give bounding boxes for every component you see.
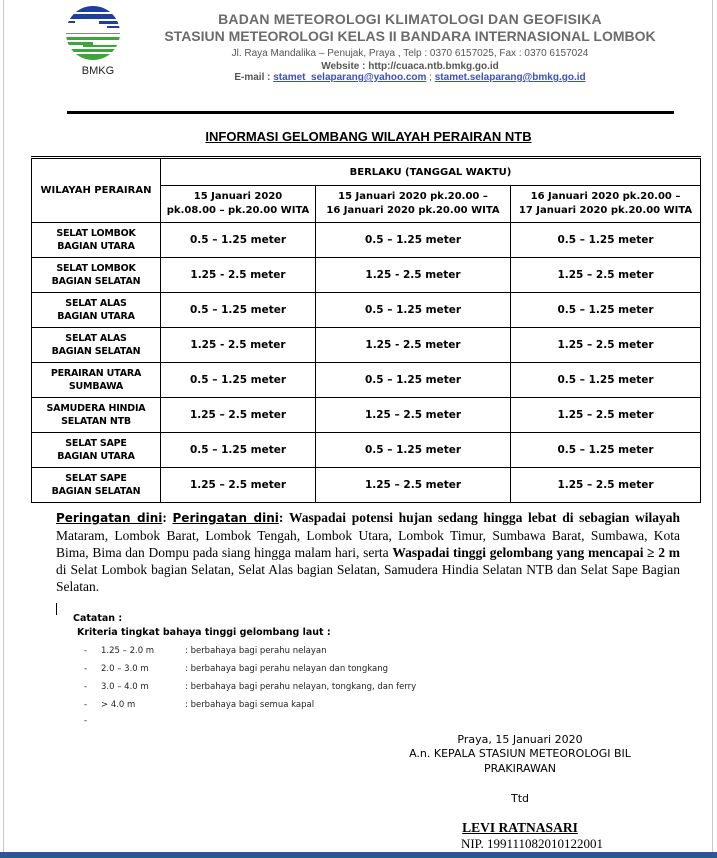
wave-info-table [31,156,701,503]
region-cell: SELAT LOMBOK BAGIAN SELATAN [32,258,161,293]
warning-label-repeat: Peringatan dini [172,511,279,525]
notes-subtitle: Kriteria tingkat bahaya tinggi gelombang laut : [77,627,331,638]
text-cursor [56,603,57,615]
warning-wave-text: Waspadai tinggi gelombang yang mencapai ≥ 2 m [392,545,680,560]
agency-name: BADAN METEOROLOGI KLIMATOLOGI DAN GEOFISIKA [218,11,602,27]
signature-signed: Ttd [510,792,529,805]
email-line [120,72,700,83]
email-label: E-mail : [234,72,271,83]
period-column-2: 15 Januari 2020 pk.20.00 – 16 Januari 2020 pk.20.00 WITA [316,186,511,223]
table-row [32,223,701,258]
value-cell: 1.25 – 2.5 meter [511,398,701,433]
value-cell: 1.25 – 2.5 meter [511,258,701,293]
region-column-header: WILAYAH PERAIRAN [32,158,161,223]
table-row [32,468,701,503]
value-cell: 1.25 – 2.5 meter [161,468,316,503]
page-border-right [712,0,713,852]
value-cell: 1.25 - 2.5 meter [316,258,511,293]
region-cell: SELAT SAPE BAGIAN SELATAN [32,468,161,503]
value-cell: 1.25 – 2.5 meter [316,468,511,503]
value-cell: 1.25 – 2.5 meter [511,468,701,503]
value-cell: 0.5 – 1.25 meter [316,223,511,258]
bmkg-logo [63,3,123,83]
table-row [32,293,701,328]
value-cell: 1.25 – 2.5 meter [161,398,316,433]
signature-place-date: Praya, 15 Januari 2020 [457,733,583,746]
value-cell: 1.25 – 2.5 meter [511,328,701,363]
signatory-name: LEVI RATNASARI [462,820,578,835]
early-warning-paragraph: Peringatan dini: Peringatan dini: Waspadai potensi hujan sedang hingga lebat di sebagian wilayah Mataram, Lombok Barat, Lombok Tengah, Lombok Utara, Lombok Timur, Sumbawa Barat, Sumbawa, Kota Bima, Bima dan Dompu pada siang hingga malam hari, serta Waspadai tinggi gelombang yang mencapai ≥ 2 m di Selat Lombok bagian Selatan, Selat Alas bagian Selatan, Samudera Hindia Selatan NTB dan Selat Sape Bagian Selatan. [56,510,681,594]
email-link-bmkg[interactable]: stamet.selaparang@bmkg.go.id [434,72,586,83]
document-title: INFORMASI GELOMBANG WILAYAH PERAIRAN NTB [205,129,532,144]
value-cell: 0.5 – 1.25 meter [161,223,316,258]
value-cell: 1.25 - 2.5 meter [161,258,316,293]
bmkg-logo-icon [63,3,123,63]
header-divider [67,111,674,114]
region-cell: PERAIRAN UTARA SUMBAWA [32,363,161,398]
value-cell: 0.5 – 1.25 meter [161,363,316,398]
warning-wave-areas: di Selat Lombok bagian Selatan, Selat Alas bagian Selatan, Samudera Hindia Selatan NTB dan Selat Sape Bagian Selatan. [56,562,680,594]
warning-rain-text: Waspadai potensi hujan sedang hingga lebat di sebagian wilayah [289,510,681,525]
page-border-left [3,0,4,852]
value-cell: 0.5 – 1.25 meter [316,293,511,328]
value-cell: 0.5 – 1.25 meter [511,363,701,398]
value-cell: 1.25 - 2.5 meter [161,328,316,363]
table-row [32,398,701,433]
value-cell: 0.5 – 1.25 meter [511,293,701,328]
value-cell: 0.5 – 1.25 meter [511,433,701,468]
station-name: STASIUN METEOROLOGI KELAS II BANDARA INTERNASIONAL LOMBOK [164,28,656,44]
value-cell: 0.5 – 1.25 meter [316,363,511,398]
value-cell: 0.5 – 1.25 meter [161,433,316,468]
period-column-3: 16 Januari 2020 pk.20.00 – 17 Januari 2020 pk.20.00 WITA [511,186,701,223]
address: Jl. Raya Mandalika – Penujak, Praya , Telp : 0370 6157025, Fax : 0370 6157024 [231,48,589,59]
notes-section [73,613,331,638]
warning-label: Peringatan dini [56,511,163,525]
website: Website : http://cuaca.ntb.bmkg.go.id [321,61,499,72]
region-cell: SELAT ALAS BAGIAN UTARA [32,293,161,328]
region-cell: SELAT ALAS BAGIAN SELATAN [32,328,161,363]
table-row [32,328,701,363]
value-cell: 0.5 – 1.25 meter [511,223,701,258]
region-cell: SAMUDERA HINDIA SELATAN NTB [32,398,161,433]
table-row [32,363,701,398]
value-cell: 0.5 – 1.25 meter [161,293,316,328]
signature-on-behalf: A.n. KEPALA STASIUN METEOROLOGI BIL [409,747,631,760]
table-row [32,433,701,468]
region-cell: SELAT SAPE BAGIAN UTARA [32,433,161,468]
window-bottom-bar [0,852,717,858]
warning-areas-text: Mataram, Lombok Barat, Lombok Tengah, Lombok Utara, Lombok Timur, Sumbawa Barat, Sumbawa, Kota Bima, Bima dan Dompu pada siang hingga malam hari, serta [56,528,680,560]
notes-title: Catatan : [73,613,123,624]
logo-label: BMKG [81,65,115,77]
email-link-yahoo[interactable]: stamet_selaparang@yahoo.com [273,72,427,83]
signatory-nip: NIP. 199111082010122001 [460,836,604,851]
signature-role: PRAKIRAWAN [484,762,556,775]
value-cell: 0.5 – 1.25 meter [316,433,511,468]
region-cell: SELAT LOMBOK BAGIAN UTARA [32,223,161,258]
table-row [32,258,701,293]
email-separator: ; [426,72,435,83]
value-cell: 1.25 - 2.5 meter [316,328,511,363]
period-header: BERLAKU (TANGGAL WAKTU) [161,158,701,186]
value-cell: 1.25 – 2.5 meter [316,398,511,433]
period-column-1: 15 Januari 2020 pk.08.00 – pk.20.00 WITA [161,186,316,223]
